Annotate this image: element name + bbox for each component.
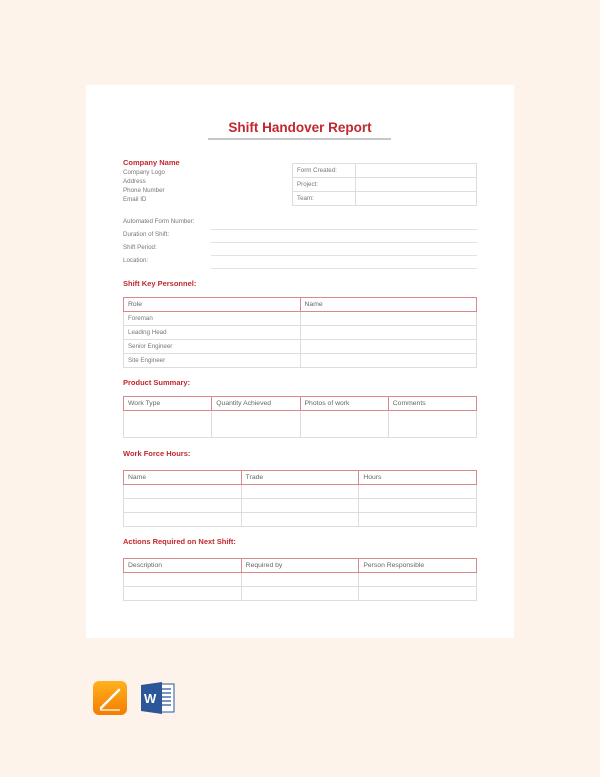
table-cell[interactable] — [124, 587, 242, 601]
table-cell[interactable] — [359, 499, 477, 513]
company-address: Address — [123, 178, 146, 185]
duration-field[interactable] — [211, 242, 477, 243]
company-phone: Phone Number — [123, 187, 165, 194]
info-table — [292, 163, 477, 206]
project-label: Project: — [293, 178, 356, 192]
table-cell[interactable] — [241, 573, 359, 587]
actions-table — [123, 558, 477, 601]
personnel-table — [123, 297, 477, 368]
table-cell[interactable] — [359, 513, 477, 527]
actions-heading: Actions Required on Next Shift: — [123, 537, 236, 546]
header-description: Description — [124, 559, 242, 573]
table-cell[interactable] — [300, 411, 388, 438]
duration-label: Duration of Shift: — [123, 231, 170, 238]
name-cell[interactable] — [300, 340, 477, 354]
header-required-by: Required by — [241, 559, 359, 573]
table-cell[interactable] — [388, 411, 476, 438]
table-cell[interactable] — [124, 573, 242, 587]
name-cell[interactable] — [300, 354, 477, 368]
table-cell[interactable] — [212, 411, 300, 438]
title-underline — [208, 138, 391, 140]
pages-app-icon[interactable] — [93, 681, 127, 715]
header-trade: Trade — [241, 471, 359, 485]
project-field[interactable] — [356, 178, 477, 192]
role-cell: Leading Head — [124, 326, 301, 340]
table-cell[interactable] — [359, 587, 477, 601]
product-heading: Product Summary: — [123, 378, 191, 387]
table-cell[interactable] — [241, 485, 359, 499]
form-created-field[interactable] — [356, 164, 477, 178]
table-cell[interactable] — [124, 499, 242, 513]
table-cell[interactable] — [124, 411, 212, 438]
header-person-responsible: Person Responsible — [359, 559, 477, 573]
role-cell: Senior Engineer — [124, 340, 301, 354]
shift-period-label: Shift Period: — [123, 244, 157, 251]
table-cell[interactable] — [359, 485, 477, 499]
form-created-label: Form Created: — [293, 164, 356, 178]
company-email: Email ID — [123, 196, 147, 203]
company-details — [123, 168, 165, 204]
table-cell[interactable] — [241, 499, 359, 513]
location-field[interactable] — [211, 268, 477, 269]
header-comments: Comments — [388, 397, 476, 411]
personnel-heading: Shift Key Personnel: — [123, 279, 197, 288]
workforce-table — [123, 470, 477, 527]
header-name: Name — [300, 298, 477, 312]
table-cell[interactable] — [241, 587, 359, 601]
workforce-heading: Work Force Hours: — [123, 449, 191, 458]
team-label: Team: — [293, 192, 356, 206]
header-photos: Photos of work — [300, 397, 388, 411]
header-hours: Hours — [359, 471, 477, 485]
form-number-field[interactable] — [211, 229, 477, 230]
table-cell[interactable] — [124, 485, 242, 499]
name-cell[interactable] — [300, 326, 477, 340]
company-logo: Company Logo — [123, 169, 165, 176]
location-label: Location: — [123, 257, 149, 264]
company-name: Company Name — [123, 158, 180, 167]
table-cell[interactable] — [124, 513, 242, 527]
role-cell: Site Engineer — [124, 354, 301, 368]
role-cell: Foreman — [124, 312, 301, 326]
name-cell[interactable] — [300, 312, 477, 326]
product-table — [123, 396, 477, 438]
shift-period-field[interactable] — [211, 255, 477, 256]
header-work-type: Work Type — [124, 397, 212, 411]
word-app-icon[interactable] — [140, 681, 176, 715]
header-quantity: Quantity Achieved — [212, 397, 300, 411]
svg-text:W: W — [144, 691, 157, 706]
table-cell[interactable] — [241, 513, 359, 527]
team-field[interactable] — [356, 192, 477, 206]
header-role: Role — [124, 298, 301, 312]
table-cell[interactable] — [359, 573, 477, 587]
header-name: Name — [124, 471, 242, 485]
page-title: Shift Handover Report — [228, 120, 372, 135]
form-number-label: Automated Form Number: — [123, 218, 195, 225]
